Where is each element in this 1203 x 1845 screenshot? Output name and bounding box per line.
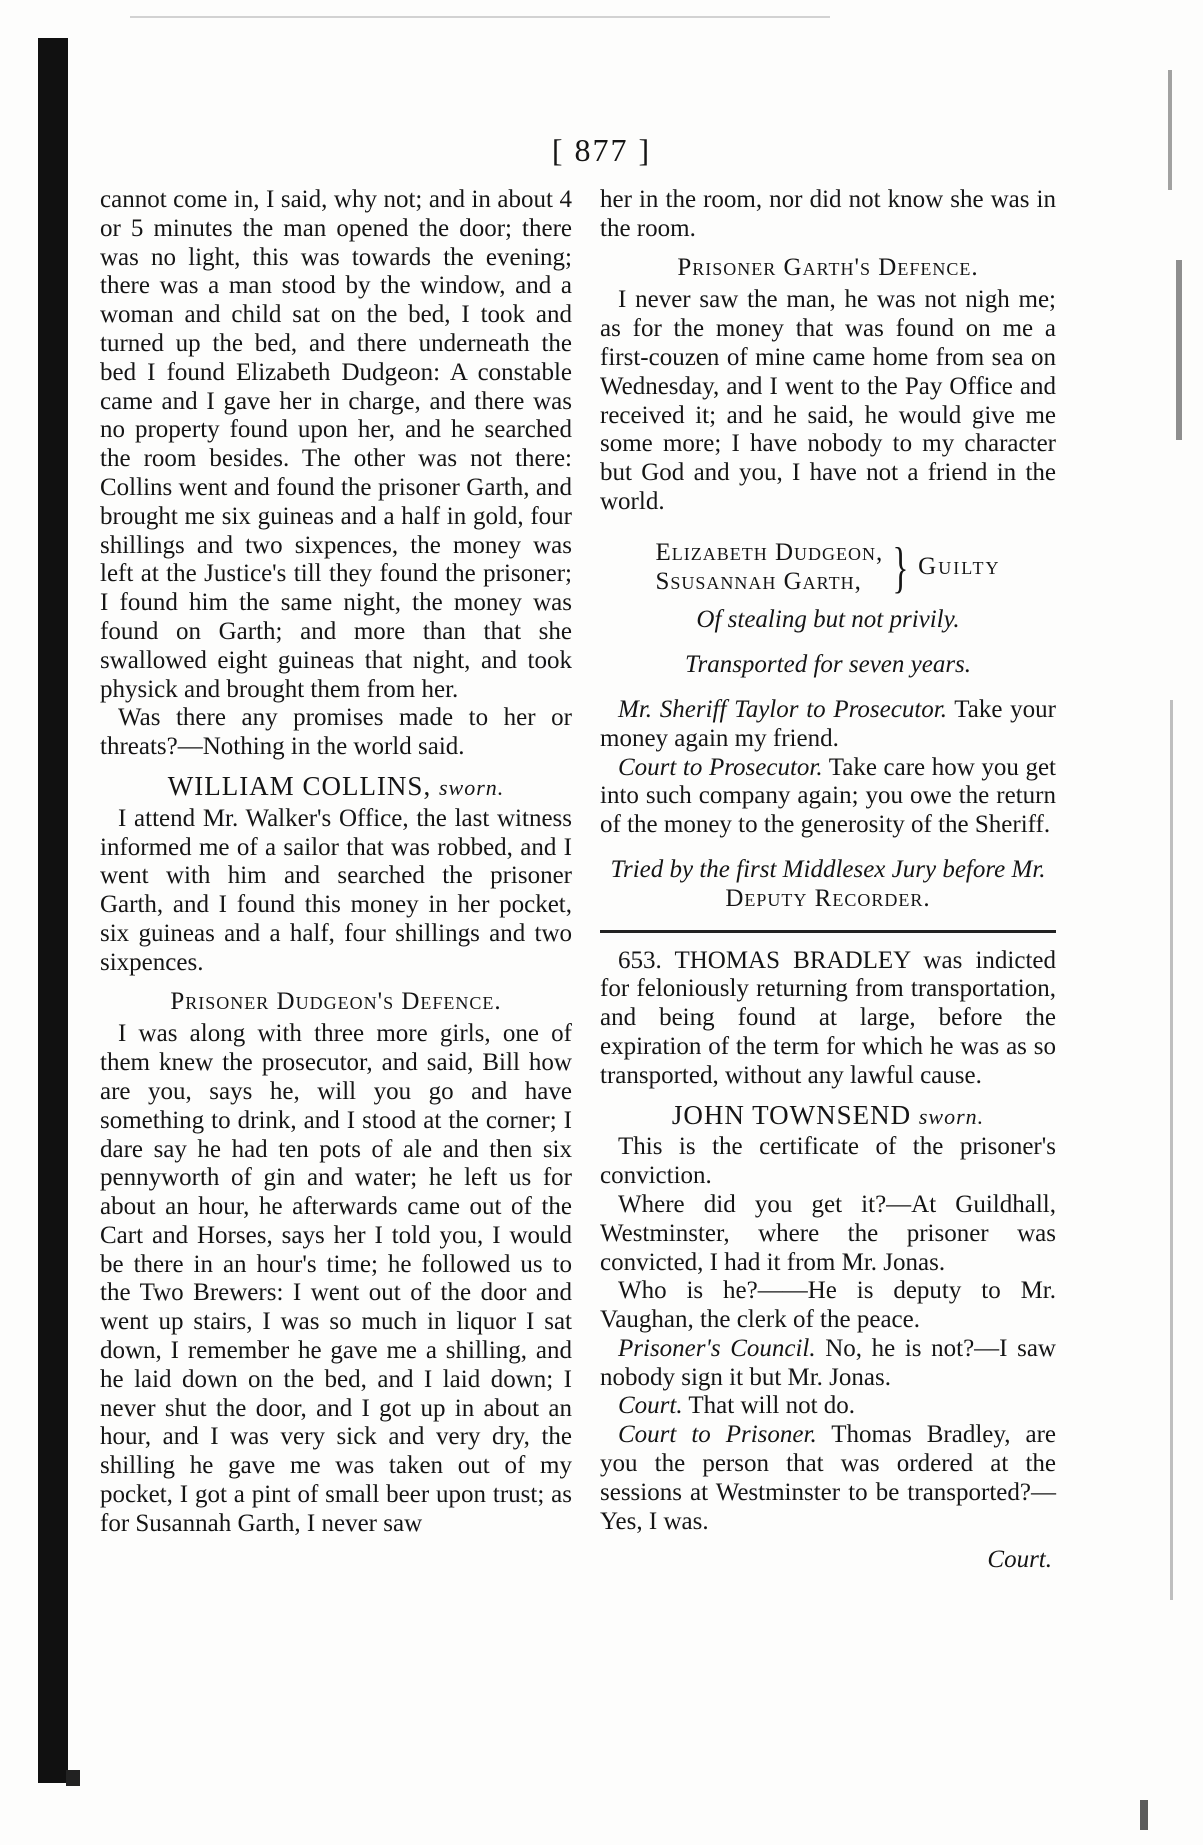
testimony-paragraph [600, 1392, 1056, 1421]
witness-name: WILLIAM COLLINS, [167, 770, 432, 801]
margin-bleed-mark [1176, 260, 1182, 440]
indictment-text: THOMAS BRADLEY was indicted for feloniously returning from transportation, and being found at large, before the expiration of the term for which he was as so transported, without any lawful cause. [600, 946, 1056, 1089]
top-edge-noise [130, 16, 830, 18]
tried-line: Tried by the first Middlesex Jury before Mr. [610, 855, 1046, 883]
remark-paragraph [600, 696, 1056, 754]
testimony-paragraph: Was there any promises made to her or threats?—Nothing in the world said. [100, 704, 572, 761]
witness-heading [100, 772, 572, 803]
speaker: Mr. Sheriff Taylor to Prosecutor. [618, 695, 947, 723]
section-divider [600, 930, 1056, 933]
binding-edge [38, 38, 68, 1783]
defendant-name: Elizabeth Dudgeon, [655, 538, 884, 566]
witness-name: JOHN TOWNSEND [671, 1099, 912, 1130]
defence-paragraph: her in the room, nor did not know she was in the room. [600, 186, 1056, 242]
indictment-paragraph [600, 947, 1056, 1091]
remark-text: That will not do. [682, 1392, 856, 1420]
testimony-paragraph: This is the certificate of the prisoner's conviction. [600, 1133, 1056, 1190]
margin-bleed-mark [1170, 700, 1173, 1600]
speaker: Court. [618, 1392, 683, 1420]
testimony-paragraph: I attend Mr. Walker's Office, the last witness informed me of a sailor that was robbed, and I went with him and searched the prisoner Garth, and I found this money in her pocket, six guineas and a half, four shillings and two sixpences. [100, 804, 572, 976]
witness-heading [600, 1101, 1056, 1132]
remark-text: Thomas Bradley, are you the person that was ordered at the sessions at Westminster to be transported?—Yes, I was. [600, 1421, 1056, 1535]
testimony-paragraph: Where did you get it?—At Guildhall, Westminster, where the prisoner was convicted, I had it from Mr. Jonas. [600, 1190, 1056, 1276]
testimony-paragraph: cannot come in, I said, why not; and in about 4 or 5 minutes the man opened the door; there was no light, this was towards the evening; there was a man stood by the window, and a woman and child sat on the bed, I took and turned up the bed, and there underneath the bed I found Elizabeth Dudgeon: A constable came and I gave her in charge, and there was no property found upon her, and he searched the room besides. The other was not there: Collins went and found the prisoner Garth, and brought me six guineas and a half in gold, four shillings and two sixpences, the money was left at the Justice's till they found the prisoner; I found him the same night, the money was found on Garth; and more than that she swallowed eight guineas that night, and took physick and brought them from her. [100, 186, 572, 703]
remark-text: Take care how you get into such company again; you owe the return of the money to the generosity of the Sheriff. [600, 753, 1056, 839]
remark-text: No, he is not?—I saw nobody sign it but Mr. Jonas. [600, 1334, 1056, 1391]
speaker: Court to Prisoner. [618, 1421, 817, 1449]
recorder: Deputy Recorder. [725, 884, 931, 912]
sentence: Transported for seven years. [684, 651, 972, 679]
defence-paragraph: I never saw the man, he was not nigh me; as for the money that was found on me a first-couzen of mine came home from sea on Wednesday, and I went to the Pay Office and received it; and he said, he would give me some more; I have nobody to my character but God and you, I have not a friend in the world. [600, 286, 1056, 515]
verdict-block [600, 536, 1056, 599]
case-number: 653. [618, 946, 662, 974]
defendant-name: Ssusannah Garth, [655, 567, 862, 595]
testimony-paragraph [600, 1421, 1056, 1536]
page-number: [ 877 ] [551, 132, 652, 168]
remark-text: Take your money again my friend. [600, 695, 1057, 752]
witness-sworn: sworn. [918, 1103, 985, 1129]
verdict-note: Of stealing but not privily. [696, 606, 960, 634]
verdict-names [655, 539, 883, 597]
right-column [600, 186, 1056, 1575]
defence-heading: Prisoner Dudgeon's Defence. [170, 987, 502, 1015]
testimony-paragraph: Who is he?——He is deputy to Mr. Vaughan, the clerk of the peace. [600, 1277, 1056, 1334]
defence-paragraph: I was along with three more girls, one of them knew the prosecutor, and said, Bill how are you, says he, will you go and have something to drink, and I stood at the corner; I dare say he had ten pots of ale and then six pennyworth of gin and water; he left us for about an hour, he afterwards came out of the Cart and Horses, says her I told you, I would be there in an hour's time; he followed us to the Two Brewers: I went out of the door and went up stairs, I was so much in liquor I sat down, I remember he gave me a shilling, and he laid down on the bed, and I laid down; I never shut the door, and I got up in about an hour, and I was very sick and very dry, the shilling he gave me was taken out of my pocket, I got a pint of small beer upon trust; as for Susannah Garth, I never saw [100, 1020, 572, 1537]
catchword: Court. [987, 1546, 1052, 1574]
defence-heading: Prisoner Garth's Defence. [677, 253, 979, 281]
witness-sworn: sworn. [438, 774, 505, 800]
brace-symbol: } [892, 536, 909, 599]
speaker: Prisoner's Council. [618, 1334, 816, 1362]
testimony-paragraph [600, 1335, 1056, 1393]
margin-bleed-mark [1140, 1800, 1148, 1830]
speaker: Court to Prosecutor. [618, 753, 823, 781]
margin-bleed-mark [1168, 70, 1172, 190]
remark-paragraph [600, 754, 1056, 840]
verdict-result: Guilty [918, 553, 1001, 581]
binding-edge-corner [66, 1770, 80, 1786]
left-column [100, 186, 572, 1539]
